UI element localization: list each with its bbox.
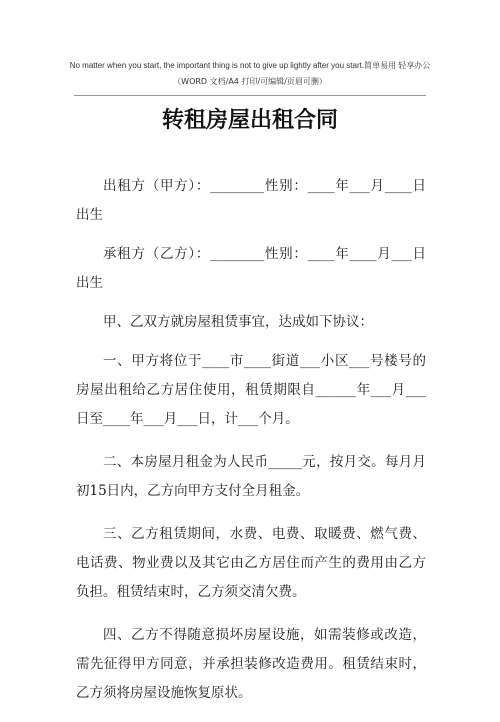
header-format-note: （WORD 文档/A4 打印/可编辑/页眉可删） — [173, 77, 327, 86]
clause-1: 一、甲方将位于____市____街道___小区___号楼号的房屋出租给乙方居住使用，租赁期限自______年___月___日至____年___月___日，计___个月。 — [76, 353, 426, 427]
clause-2: 二、本房屋月租金为人民币_____元，按月交。每月月初15日内，乙方向甲方支付全月租金。 — [76, 454, 426, 499]
lessee-line: 承租方（乙方）：________性别：____年____月___日出生 — [76, 246, 426, 291]
agreement-intro: 甲、乙双方就房屋租赁事宜，达成如下协议： — [103, 314, 373, 330]
page-header — [0, 60, 500, 89]
lessor-line: 出租方（甲方）：________性别：____年___月____日出生 — [76, 178, 426, 223]
document-title: 转租房屋出租合同 — [161, 108, 338, 133]
clause-4: 四、乙方不得随意损坏房屋设施，如需装修或改造，需先征得甲方同意，并承担装修改造费用。租赁结束时，乙方须将房屋设施恢复原状。 — [76, 627, 426, 701]
header-divider — [74, 95, 426, 96]
clause-3: 三、乙方租赁期间，水费、电费、取暖费、燃气费、电话费、物业费以及其它由乙方居住而产生的费用由乙方负担。租赁结束时，乙方须交清欠费。 — [76, 526, 426, 600]
document-body — [76, 172, 426, 722]
header-motto: No matter when you start, the important thing is not to give up lightly after you start.简单易用 轻享办公 — [69, 61, 431, 70]
